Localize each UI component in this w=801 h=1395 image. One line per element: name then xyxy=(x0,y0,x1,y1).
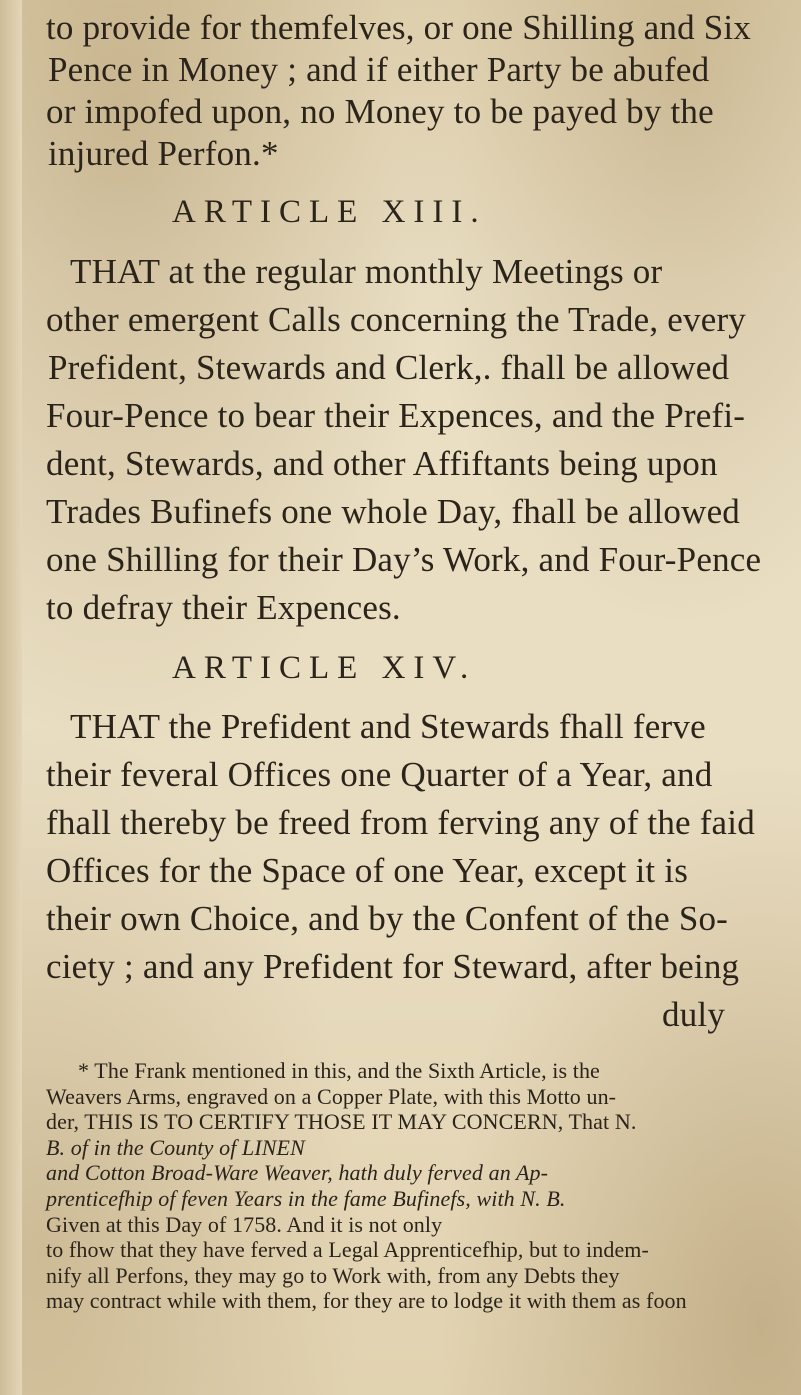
body-line: Four-Pence to bear their Expences, and the Prefi- xyxy=(46,396,746,435)
article-heading: ARTICLE XIV. xyxy=(172,650,477,686)
footnote-line: may contract while with them, for they are to lodge it with them as foon xyxy=(46,1288,687,1314)
body-line: Trades Bufinefs one whole Day, fhall be allowed xyxy=(46,492,741,531)
body-line: injured Perfon.* xyxy=(48,134,279,173)
body-line: Pence in Money ; and if either Party be abufed xyxy=(48,50,710,89)
body-line: THAT at the regular monthly Meetings or xyxy=(70,252,663,291)
footnote-line: Weavers Arms, engraved on a Copper Plate, with this Motto un- xyxy=(46,1083,617,1109)
body-line: other emergent Calls concerning the Trade, every xyxy=(46,300,746,339)
body-line: to provide for themfelves, or one Shilling and Six xyxy=(46,8,752,47)
page-edge-shadow xyxy=(0,0,22,1395)
body-line: one Shilling for their Day’s Work, and Four-Pence xyxy=(46,540,762,579)
footnote-line: B. of in the County of LINEN xyxy=(46,1134,305,1160)
footnote-line: der, THIS IS TO CERTIFY THOSE IT MAY CONCERN, That N. xyxy=(46,1109,637,1135)
body-line: fhall thereby be freed from ferving any of the faid xyxy=(46,803,755,842)
catchword: duly xyxy=(662,995,726,1034)
footnote-line: Given at this Day of 1758. And it is not only xyxy=(46,1211,443,1237)
body-line: Prefident, Stewards and Clerk,. fhall be allowed xyxy=(48,348,730,387)
footnote-line: * The Frank mentioned in this, and the Sixth Article, is the xyxy=(78,1058,600,1083)
body-line: ciety ; and any Prefident for Steward, after being xyxy=(46,947,740,986)
footnote-line: prenticefhip of feven Years in the fame Bufinefs, with N. B. xyxy=(46,1186,566,1211)
body-line: their own Choice, and by the Confent of the So- xyxy=(46,899,729,938)
body-line: or impofed upon, no Money to be payed by the xyxy=(46,92,714,131)
footnote-line: nify all Perfons, they may go to Work with, from any Debts they xyxy=(46,1262,620,1288)
footnote-line: and Cotton Broad-Ware Weaver, hath duly ferved an Ap- xyxy=(46,1160,549,1186)
body-line: Offices for the Space of one Year, except it is xyxy=(46,851,689,890)
article-heading: ARTICLE XIII. xyxy=(172,194,487,230)
body-line: their feveral Offices one Quarter of a Year, and xyxy=(46,755,713,794)
body-line: to defray their Expences. xyxy=(46,588,401,627)
body-line: THAT the Prefident and Stewards fhall ferve xyxy=(70,707,706,746)
footnote-line: to fhow that they have ferved a Legal Apprenticefhip, but to indem- xyxy=(46,1237,649,1263)
body-line: dent, Stewards, and other Affiftants being upon xyxy=(46,444,718,483)
